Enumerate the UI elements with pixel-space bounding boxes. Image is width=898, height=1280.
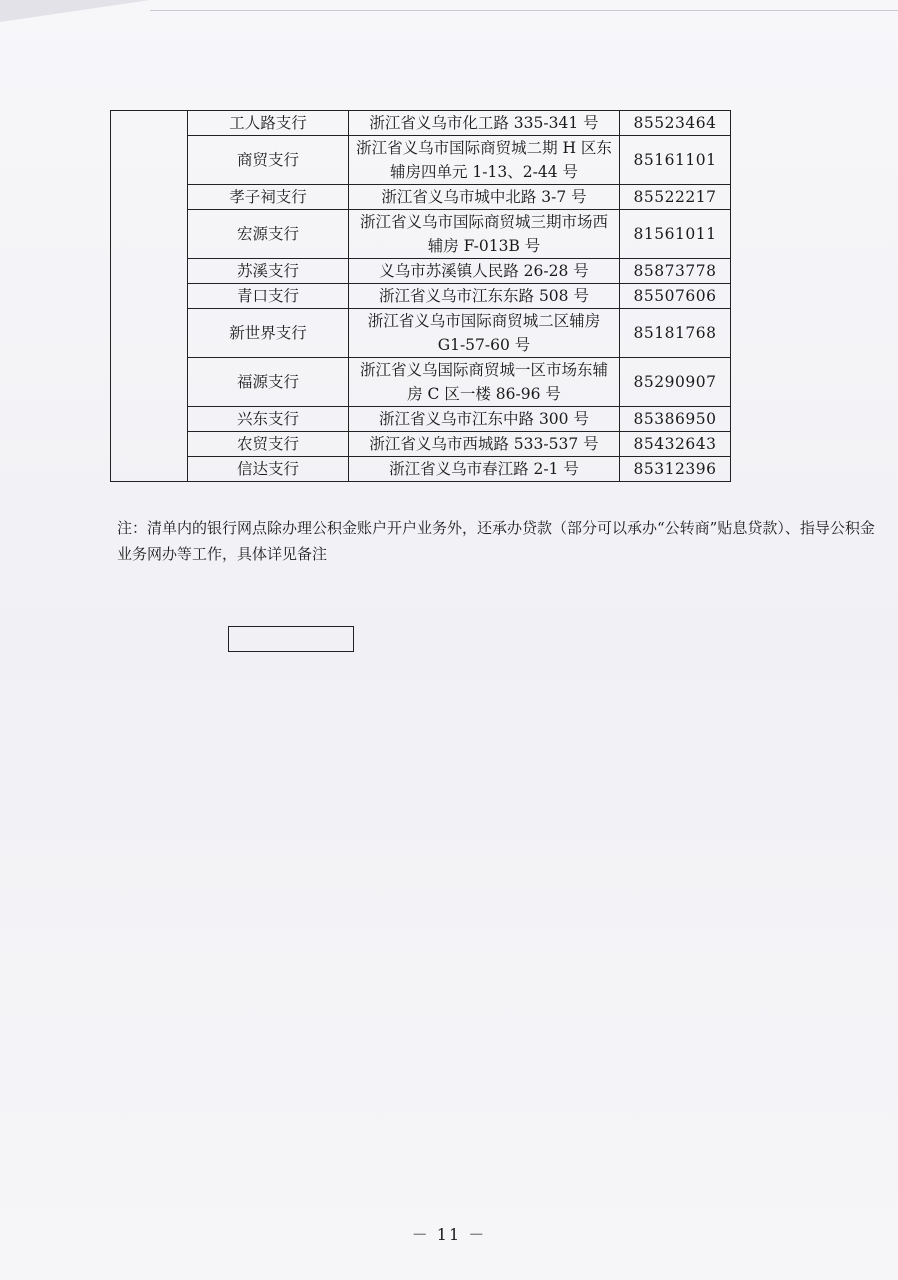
branch-phone-cell: 85386950	[620, 407, 731, 432]
branch-address-cell: 浙江省义乌市城中北路 3-7 号	[349, 185, 620, 210]
branch-name-cell: 兴东支行	[188, 407, 349, 432]
branch-phone-cell: 85507606	[620, 284, 731, 309]
branch-name-cell: 宏源支行	[188, 210, 349, 259]
branch-name-cell: 新世界支行	[188, 309, 349, 358]
page-fold-corner	[0, 0, 150, 22]
branch-address-cell: 浙江省义乌国际商贸城一区市场东辅房 C 区一楼 86-96 号	[349, 358, 620, 407]
branch-phone-cell: 85873778	[620, 259, 731, 284]
branch-phone-cell: 85161101	[620, 136, 731, 185]
branch-phone-cell: 81561011	[620, 210, 731, 259]
branch-name-cell: 孝子祠支行	[188, 185, 349, 210]
branch-address-cell: 浙江省义乌市江东东路 508 号	[349, 284, 620, 309]
page-edge-line	[150, 10, 898, 11]
branch-address-cell: 浙江省义乌市国际商贸城二期 H 区东辅房四单元 1-13、2-44 号	[349, 136, 620, 185]
branch-address-cell: 浙江省义乌市西城路 533-537 号	[349, 432, 620, 457]
group-cell	[111, 111, 188, 482]
table-row	[111, 309, 732, 358]
branch-address-cell: 浙江省义乌市春江路 2-1 号	[349, 457, 620, 482]
branch-name-cell: 商贸支行	[188, 136, 349, 185]
branch-address-cell: 浙江省义乌市化工路 335-341 号	[349, 111, 620, 136]
branch-address-cell: 浙江省义乌市江东中路 300 号	[349, 407, 620, 432]
table-row	[111, 111, 732, 136]
table-row	[111, 432, 732, 457]
table-row	[111, 136, 732, 185]
branch-table-body	[111, 111, 732, 482]
branch-name-cell: 苏溪支行	[188, 259, 349, 284]
branch-address-cell: 浙江省义乌市国际商贸城二区辅房 G1-57-60 号	[349, 309, 620, 358]
branch-name-cell: 信达支行	[188, 457, 349, 482]
branch-address-cell: 义乌市苏溪镇人民路 26-28 号	[349, 259, 620, 284]
branch-name-cell: 农贸支行	[188, 432, 349, 457]
table-row	[111, 284, 732, 309]
branch-name-cell: 青口支行	[188, 284, 349, 309]
table-row	[111, 259, 732, 284]
branch-phone-cell: 85522217	[620, 185, 731, 210]
table-row	[111, 185, 732, 210]
remarks-cell	[228, 626, 354, 652]
branch-phone-cell: 85290907	[620, 358, 731, 407]
branch-phone-cell: 85181768	[620, 309, 731, 358]
branch-phone-cell: 85312396	[620, 457, 731, 482]
branch-name-cell: 福源支行	[188, 358, 349, 407]
branch-phone-cell: 85523464	[620, 111, 731, 136]
table-row	[111, 457, 732, 482]
table-row	[111, 407, 732, 432]
footnote: 注：清单内的银行网点除办理公积金账户开户业务外，还承办贷款（部分可以承办“公转商”贴息贷款）、指导公积金业务网办等工作，具体详见备注	[117, 519, 875, 563]
table-row	[111, 358, 732, 407]
page-number: － 11 －	[411, 1225, 487, 1244]
table-row	[111, 210, 732, 259]
branch-name-cell: 工人路支行	[188, 111, 349, 136]
branch-table	[110, 110, 732, 482]
branch-phone-cell: 85432643	[620, 432, 731, 457]
branch-address-cell: 浙江省义乌市国际商贸城三期市场西辅房 F-013B 号	[349, 210, 620, 259]
